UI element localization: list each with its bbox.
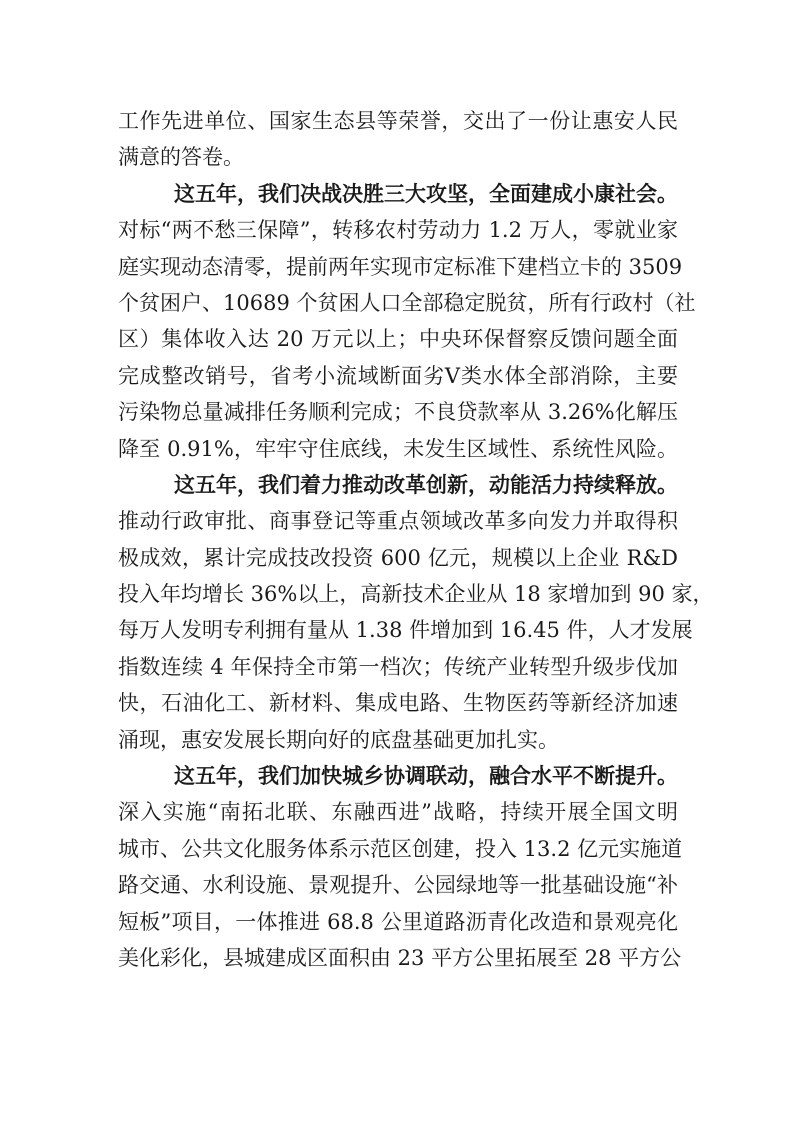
body-line: 快，石油化工、新材料、集成电路、生物医药等新经济加速 — [118, 691, 678, 716]
document-page — [118, 103, 714, 976]
body-line: 美化彩化，县城建成区面积由 23 平方公里拓展至 28 平方公 — [118, 945, 682, 970]
body-line: 满意的答卷。 — [118, 145, 244, 170]
body-line: 极成效，累计完成技改投资 600 亿元，规模以上企业 R&D — [118, 545, 678, 570]
section-heading: 这五年，我们加快城乡协调联动，融合水平不断提升。 — [174, 763, 678, 789]
body-line: 短板”项目，一体推进 68.8 公里道路沥青化改造和景观亮化 — [118, 909, 678, 934]
body-line: 降至 0.91%，牢牢守住底线，未发生区域性、系统性风险。 — [118, 436, 678, 461]
body-line: 投入年均增长 36%以上，高新技术企业从 18 家增加到 90 家， — [118, 582, 714, 607]
body-line: 区）集体收入达 20 万元以上；中央环保督察反馈问题全面 — [118, 327, 678, 352]
body-line: 每万人发明专利拥有量从 1.38 件增加到 16.45 件，人才发展 — [118, 618, 693, 643]
body-line: 深入实施“南拓北联、东融西进”战略，持续开展全国文明 — [118, 800, 678, 825]
body-line: 涌现，惠安发展长期向好的底盘基础更加扎实。 — [118, 727, 559, 752]
body-line: 推动行政审批、商事登记等重点领域改革多向发力并取得积 — [118, 509, 678, 534]
section-heading: 这五年，我们决战决胜三大攻坚，全面建成小康社会。 — [174, 180, 678, 206]
body-line: 完成整改销号，省考小流域断面劣Ⅴ类水体全部消除，主要 — [118, 363, 678, 388]
body-line: 城市、公共文化服务体系示范区创建，投入 13.2 亿元实施道 — [118, 836, 683, 861]
body-line: 路交通、水利设施、景观提升、公园绿地等一批基础设施“补 — [118, 873, 678, 898]
body-line: 对标“两不愁三保障”，转移农村劳动力 1.2 万人，零就业家 — [118, 218, 678, 243]
body-line: 庭实现动态清零，提前两年实现市定标准下建档立卡的 3509 — [118, 254, 683, 279]
body-line: 污染物总量减排任务顺利完成；不良贷款率从 3.26%化解压 — [118, 400, 678, 425]
body-line: 工作先进单位、国家生态县等荣誉，交出了一份让惠安人民 — [118, 109, 678, 133]
section-heading: 这五年，我们着力推动改革创新，动能活力持续释放。 — [174, 471, 678, 497]
body-line: 指数连续 4 年保持全市第一档次；传统产业转型升级步伐加 — [118, 654, 678, 679]
body-line: 个贫困户、10689 个贫困人口全部稳定脱贫，所有行政村（社 — [118, 290, 696, 315]
